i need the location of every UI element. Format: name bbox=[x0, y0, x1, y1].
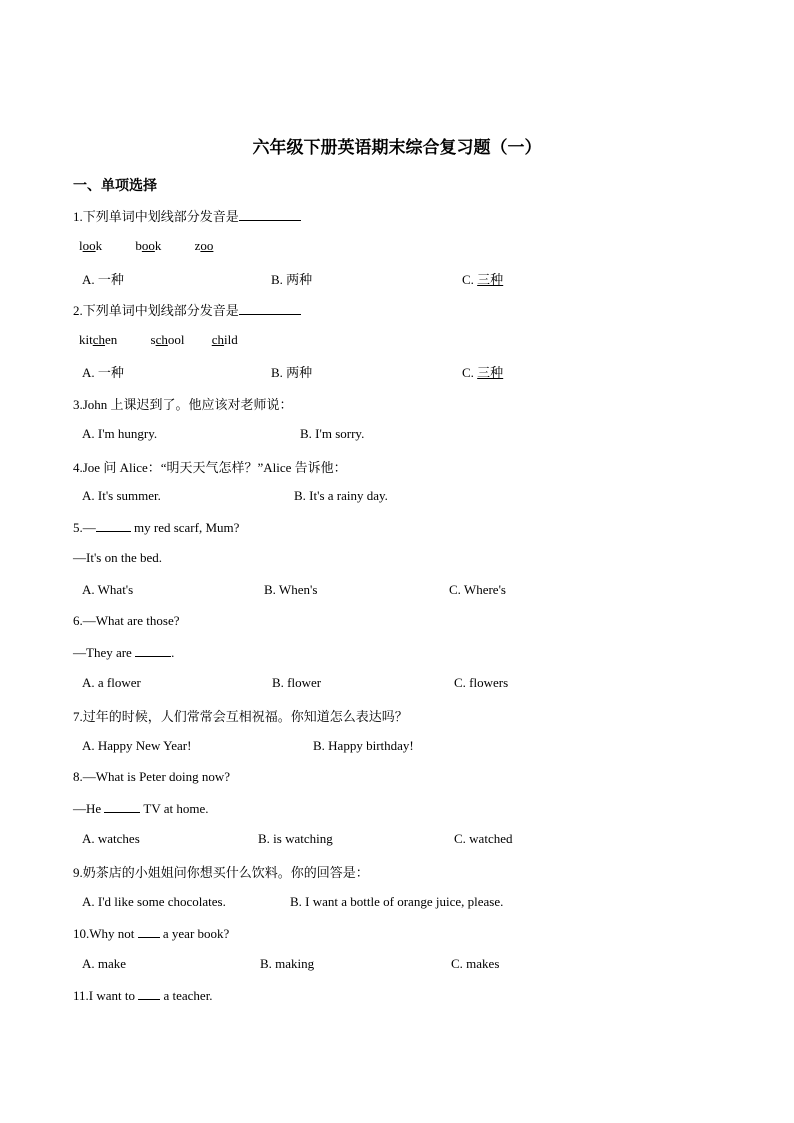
word-zoo: zoo bbox=[194, 238, 214, 253]
question-2-stem bbox=[73, 300, 301, 319]
option-a: A. It's summer. bbox=[82, 488, 161, 503]
option-b: B. is watching bbox=[258, 831, 333, 846]
question-2-text: 2.下列单词中划线部分发音是 bbox=[73, 303, 239, 318]
answer-blank bbox=[96, 519, 131, 532]
question-7-stem: 7.过年的时候，人们常常会互相祝福。你知道怎么表达吗？ bbox=[73, 709, 408, 724]
page-title: 六年级下册英语期末综合复习题（一） bbox=[252, 138, 542, 158]
option-b: B. It's a rainy day. bbox=[294, 488, 388, 503]
answer-blank bbox=[239, 208, 301, 221]
word-book: book bbox=[135, 238, 162, 253]
option-b: B. making bbox=[260, 956, 315, 971]
option-c: C. watched bbox=[454, 831, 513, 846]
answer-blank bbox=[135, 644, 171, 657]
question-8-stem: 8.—What is Peter doing now? bbox=[73, 769, 231, 784]
option-b: B. When's bbox=[264, 582, 318, 597]
question-4-stem: 4.Joe 问 Alice：“明天天气怎样？”Alice 告诉他： bbox=[73, 460, 347, 475]
option-c: C. makes bbox=[451, 956, 500, 971]
word-look: look bbox=[79, 238, 103, 253]
question-5-reply: —It's on the bed. bbox=[73, 550, 162, 565]
question-1-text: 1.下列单词中划线部分发音是 bbox=[73, 209, 239, 224]
question-5-stem: 5.— my red scarf, Mum? bbox=[73, 520, 240, 535]
option-a: A. I'm hungry. bbox=[82, 426, 158, 441]
option-c: C. 三种 bbox=[462, 365, 504, 380]
answer-blank bbox=[104, 800, 140, 813]
answer-blank bbox=[239, 302, 301, 315]
question-6-stem: 6.—What are those? bbox=[73, 613, 180, 628]
question-8-reply: —He TV at home. bbox=[73, 801, 209, 816]
option-c: C. 三种 bbox=[462, 272, 504, 287]
option-a: A. watches bbox=[82, 831, 140, 846]
option-b: B. 两种 bbox=[271, 365, 313, 380]
option-c: C. Where's bbox=[449, 582, 506, 597]
question-1-stem bbox=[73, 206, 301, 225]
word-child: child bbox=[211, 332, 238, 347]
option-a: A. a flower bbox=[82, 675, 141, 690]
answer-blank bbox=[138, 925, 160, 938]
question-11-stem: 11.I want to a teacher. bbox=[73, 988, 213, 1003]
question-9-stem: 9.奶茶店的小姐姐问你想买什么饮料。你的回答是： bbox=[73, 865, 369, 880]
question-2-words bbox=[79, 332, 268, 348]
section-heading: 一、单项选择 bbox=[73, 178, 157, 194]
option-a: A. 一种 bbox=[82, 365, 124, 380]
question-10-stem: 10.Why not a year book? bbox=[73, 926, 230, 941]
option-c-underlined: 三种 bbox=[477, 365, 504, 380]
option-a: A. 一种 bbox=[82, 272, 124, 287]
option-a: A. What's bbox=[82, 582, 134, 597]
question-6-reply: —They are . bbox=[73, 645, 175, 660]
option-b: B. Happy birthday! bbox=[313, 738, 414, 753]
option-b: B. 两种 bbox=[271, 272, 313, 287]
word-school: school bbox=[150, 332, 185, 347]
option-c: C. flowers bbox=[454, 675, 509, 690]
option-b: B. I want a bottle of orange juice, please. bbox=[290, 894, 504, 909]
option-a: A. I'd like some chocolates. bbox=[82, 894, 226, 909]
word-kitchen: kitchen bbox=[79, 332, 118, 347]
question-3-stem: 3.John 上课迟到了。他应该对老师说： bbox=[73, 397, 293, 412]
option-a: A. make bbox=[82, 956, 127, 971]
option-c-underlined: 三种 bbox=[477, 272, 504, 287]
option-a: A. Happy New Year! bbox=[82, 738, 192, 753]
option-b: B. I'm sorry. bbox=[300, 426, 365, 441]
question-1-words bbox=[79, 238, 243, 254]
answer-blank bbox=[138, 987, 160, 1000]
option-b: B. flower bbox=[272, 675, 322, 690]
